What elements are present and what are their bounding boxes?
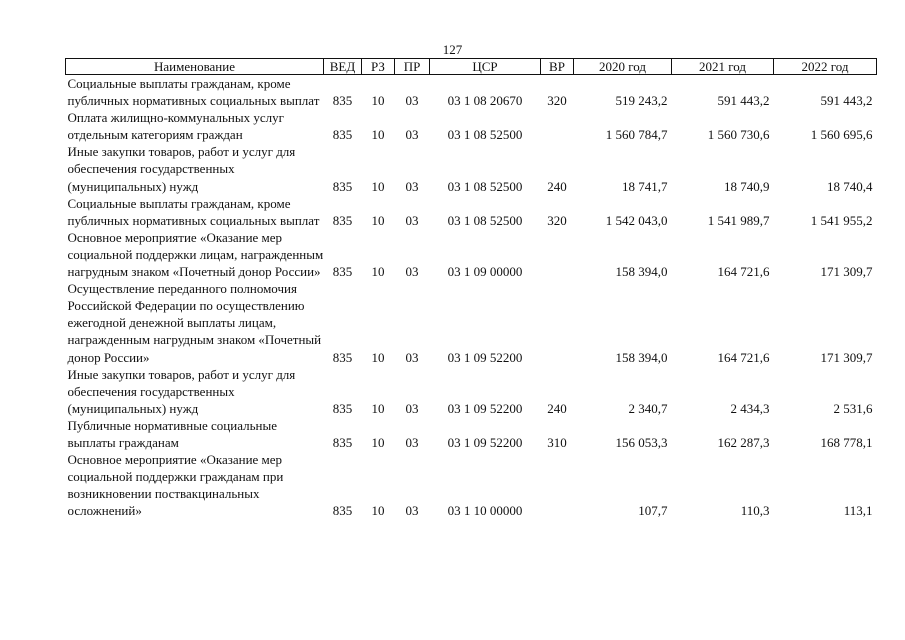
row-2021: 2 434,3 (730, 400, 770, 416)
row-csr: 03 1 09 00000 (447, 264, 523, 280)
column-header-name: Наименование (66, 59, 324, 75)
row-2021: 18 740,9 (724, 178, 770, 194)
row-2020: 158 394,0 (615, 349, 668, 365)
row-ved: 835 (332, 93, 353, 109)
row-rz: 10 (371, 178, 385, 194)
row-2020: 519 243,2 (615, 93, 668, 109)
table-row (66, 229, 877, 280)
row-pr: 03 (405, 127, 419, 143)
row-csr: 03 1 08 52500 (447, 127, 523, 143)
table-row (66, 366, 877, 417)
row-pr: 03 (405, 178, 419, 194)
row-rz: 10 (371, 434, 385, 450)
row-ved: 835 (332, 178, 353, 194)
row-pr: 03 (405, 212, 419, 228)
row-csr: 03 1 09 52200 (447, 400, 523, 416)
row-rz: 10 (371, 127, 385, 143)
row-pr: 03 (405, 400, 419, 416)
row-name: Оплата жилищно-коммунальных услуг отдельным категориям граждан (67, 110, 284, 143)
table-header-row (66, 59, 877, 75)
column-header-csr: ЦСР (430, 59, 541, 75)
row-csr: 03 1 08 20670 (447, 93, 523, 109)
row-2022: 113,1 (843, 503, 873, 519)
row-2021: 110,3 (740, 503, 770, 519)
column-header-2020: 2020 год (574, 59, 672, 75)
row-ved: 835 (332, 212, 353, 228)
row-2022: 2 531,6 (833, 400, 873, 416)
row-vr: 310 (547, 434, 567, 450)
row-vr: 320 (547, 212, 567, 228)
row-2022: 18 740,4 (827, 178, 873, 194)
row-rz: 10 (371, 400, 385, 416)
row-2020: 1 542 043,0 (605, 212, 668, 228)
table-row (66, 451, 877, 519)
row-name: Социальные выплаты гражданам, кроме публичных нормативных социальных выплат (67, 76, 320, 109)
row-vr: 320 (547, 93, 567, 109)
row-2020: 18 741,7 (622, 178, 668, 194)
column-header-rz: РЗ (362, 59, 395, 75)
row-2022: 1 541 955,2 (810, 212, 873, 228)
row-pr: 03 (405, 503, 419, 519)
row-2021: 164 721,6 (717, 264, 770, 280)
row-vr: 240 (547, 178, 567, 194)
table-row (66, 417, 877, 451)
table-row (66, 280, 877, 365)
page-number: 127 (442, 42, 463, 57)
row-2021: 591 443,2 (717, 93, 770, 109)
row-rz: 10 (371, 349, 385, 365)
row-2020: 1 560 784,7 (605, 127, 668, 143)
row-2021: 1 560 730,6 (707, 127, 770, 143)
row-2022: 168 778,1 (820, 434, 873, 450)
column-header-2021: 2021 год (672, 59, 774, 75)
row-2021: 164 721,6 (717, 349, 770, 365)
row-ved: 835 (332, 400, 353, 416)
row-rz: 10 (371, 503, 385, 519)
row-vr (541, 451, 574, 519)
row-2020: 2 340,7 (628, 400, 668, 416)
row-vr: 240 (547, 400, 567, 416)
row-ved: 835 (332, 349, 353, 365)
row-2020: 107,7 (638, 503, 668, 519)
column-header-vr: ВР (541, 59, 574, 75)
row-vr (541, 229, 574, 280)
row-ved: 835 (332, 503, 353, 519)
row-pr: 03 (405, 349, 419, 365)
column-header-ved: ВЕД (324, 59, 362, 75)
row-2022: 171 309,7 (820, 349, 873, 365)
row-name: Осуществление переданного полномочия Российской Федерации по осуществлению ежегодной денежной выплаты лицам, награжденным нагрудным знаком «Почетный донор России» (67, 281, 322, 365)
row-2021: 1 541 989,7 (707, 212, 770, 228)
row-rz: 10 (371, 264, 385, 280)
row-ved: 835 (332, 434, 353, 450)
table-row (66, 195, 877, 229)
column-header-pr: ПР (395, 59, 430, 75)
row-name: Основное мероприятие «Оказание мер социальной поддержки гражданам при возникновении поствакцинальных осложнений» (67, 452, 284, 519)
row-csr: 03 1 10 00000 (447, 503, 523, 519)
row-ved: 835 (332, 127, 353, 143)
table-row (66, 109, 877, 143)
row-csr: 03 1 09 52200 (447, 349, 523, 365)
row-rz: 10 (371, 93, 385, 109)
row-2021: 162 287,3 (717, 434, 770, 450)
row-pr: 03 (405, 434, 419, 450)
row-vr (541, 280, 574, 365)
row-csr: 03 1 08 52500 (447, 178, 523, 194)
row-pr: 03 (405, 264, 419, 280)
row-rz: 10 (371, 212, 385, 228)
row-pr: 03 (405, 93, 419, 109)
row-name: Социальные выплаты гражданам, кроме публичных нормативных социальных выплат (67, 195, 320, 228)
table-row (66, 75, 877, 110)
row-csr: 03 1 08 52500 (447, 212, 523, 228)
row-2020: 158 394,0 (615, 264, 668, 280)
row-name: Публичные нормативные социальные выплаты гражданам (67, 417, 277, 450)
row-2022: 1 560 695,6 (810, 127, 873, 143)
row-2022: 591 443,2 (820, 93, 873, 109)
row-name: Иные закупки товаров, работ и услуг для обеспечения государственных (муниципальных) нужд (67, 144, 296, 194)
row-csr: 03 1 09 52200 (447, 434, 523, 450)
row-2022: 171 309,7 (820, 264, 873, 280)
budget-table (65, 58, 877, 519)
row-2020: 156 053,3 (615, 434, 668, 450)
row-vr (541, 109, 574, 143)
row-name: Иные закупки товаров, работ и услуг для обеспечения государственных (муниципальных) нужд (67, 366, 296, 416)
row-ved: 835 (332, 264, 353, 280)
row-name: Основное мероприятие «Оказание мер социальной поддержки лицам, награжденным нагрудным знаком «Почетный донор России» (67, 229, 324, 280)
column-header-2022: 2022 год (774, 59, 877, 75)
table-row (66, 143, 877, 194)
